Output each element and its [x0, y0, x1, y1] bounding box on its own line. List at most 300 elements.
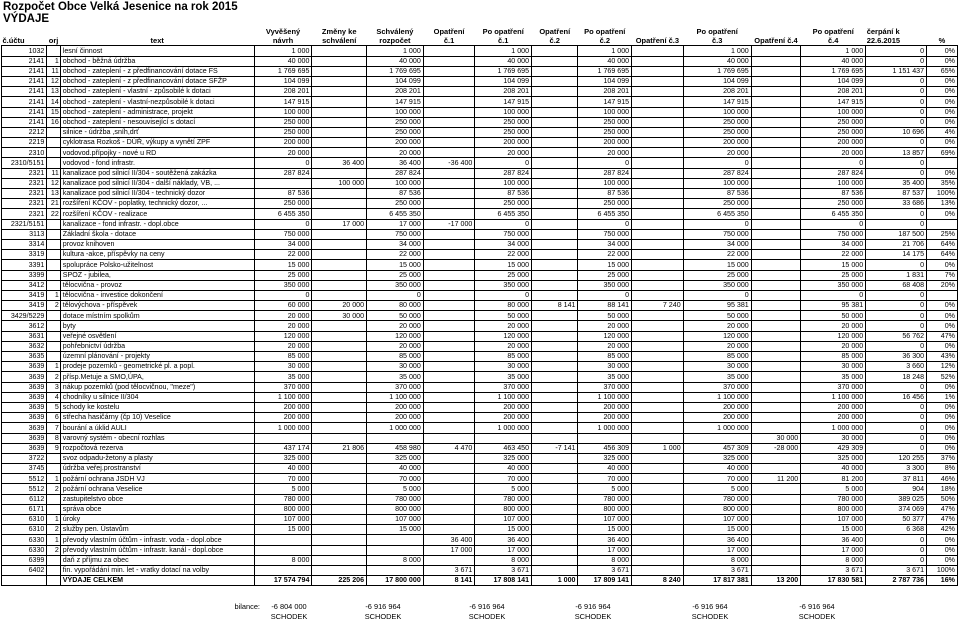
table-cell	[751, 148, 801, 158]
table-cell	[632, 250, 684, 260]
table-cell: 30 000	[801, 433, 866, 443]
table-cell	[312, 555, 367, 565]
table-cell	[423, 494, 475, 504]
table-cell: 20 000	[801, 148, 866, 158]
table-cell: 389 025	[866, 494, 927, 504]
table-cell	[632, 87, 684, 97]
table-cell	[312, 97, 367, 107]
table-row	[2, 565, 958, 575]
table-cell	[47, 494, 60, 504]
table-cell: 1 000 000	[801, 423, 866, 433]
table-cell	[532, 239, 578, 249]
table-cell	[632, 535, 684, 545]
table-cell	[751, 525, 801, 535]
table-cell: 147 915	[801, 97, 866, 107]
table-cell	[751, 209, 801, 219]
table-cell	[312, 331, 367, 341]
column-header: rozpočet	[367, 36, 424, 46]
table-cell: 147 915	[475, 97, 532, 107]
table-cell: 1 769 695	[578, 66, 632, 76]
table-cell	[312, 280, 367, 290]
table-cell: 120 000	[254, 331, 312, 341]
table-cell	[312, 392, 367, 402]
table-row	[2, 87, 958, 97]
table-cell: 1	[47, 535, 60, 545]
table-cell: 20 000	[683, 148, 751, 158]
table-cell: 20 000	[683, 321, 751, 331]
table-cell	[312, 56, 367, 66]
table-cell: 3412	[2, 280, 47, 290]
table-cell: 463 450	[475, 443, 532, 453]
column-header-top	[632, 27, 684, 36]
table-cell: požární ochrana Veselice	[60, 484, 254, 494]
table-row	[2, 229, 958, 239]
table-cell	[423, 433, 475, 443]
table-cell: 18%	[927, 484, 958, 494]
table-cell: 85 000	[683, 352, 751, 362]
table-cell: 33 686	[866, 199, 927, 209]
table-cell	[423, 117, 475, 127]
table-cell	[632, 260, 684, 270]
table-cell: 100 000	[801, 107, 866, 117]
table-cell: 0	[475, 219, 532, 229]
table-cell: 40 000	[254, 464, 312, 474]
table-cell: 100 000	[367, 107, 424, 117]
table-cell	[312, 545, 367, 555]
table-cell: 0	[866, 341, 927, 351]
table-cell: 85 000	[367, 352, 424, 362]
table-cell	[632, 107, 684, 117]
table-cell	[423, 239, 475, 249]
table-cell: 3 671	[578, 565, 632, 575]
column-header-top	[2, 27, 47, 36]
table-cell: 1 769 695	[367, 66, 424, 76]
table-cell	[312, 525, 367, 535]
table-cell	[47, 576, 60, 586]
table-cell: 0%	[927, 433, 958, 443]
table-cell: 250 000	[578, 199, 632, 209]
table-cell	[423, 250, 475, 260]
table-cell	[532, 413, 578, 423]
table-cell: -7 141	[532, 443, 578, 453]
table-cell	[751, 504, 801, 514]
table-cell: 2310	[2, 148, 47, 158]
table-cell: 370 000	[254, 382, 312, 392]
table-cell	[532, 423, 578, 433]
table-cell: územní plánování - projekty	[60, 352, 254, 362]
table-cell: 34 000	[683, 239, 751, 249]
table-cell	[254, 565, 312, 575]
table-cell	[423, 148, 475, 158]
table-cell: 350 000	[475, 280, 532, 290]
table-cell: 3314	[2, 239, 47, 249]
table-cell	[254, 545, 312, 555]
table-cell: 370 000	[578, 382, 632, 392]
table-cell: 68 408	[866, 280, 927, 290]
table-cell: 8 000	[578, 555, 632, 565]
table-cell: 750 000	[683, 229, 751, 239]
table-cell: 20 000	[254, 311, 312, 321]
balance-amount: -6 916 964	[692, 602, 728, 611]
table-cell: 1 000 000	[683, 423, 751, 433]
table-cell: 457 309	[683, 443, 751, 453]
table-cell	[632, 229, 684, 239]
table-cell	[632, 433, 684, 443]
table-cell	[927, 290, 958, 300]
table-cell	[532, 97, 578, 107]
column-header-top	[927, 27, 958, 36]
table-cell: 370 000	[801, 382, 866, 392]
table-cell: 20%	[927, 280, 958, 290]
table-cell	[532, 107, 578, 117]
table-cell	[532, 535, 578, 545]
table-cell: 1 000	[632, 443, 684, 453]
table-cell: 750 000	[578, 229, 632, 239]
table-cell: 60 000	[254, 301, 312, 311]
table-cell: 147 915	[683, 97, 751, 107]
table-row	[2, 443, 958, 453]
table-row	[2, 311, 958, 321]
table-cell	[312, 402, 367, 412]
table-cell: 250 000	[683, 127, 751, 137]
balance-value	[460, 602, 514, 622]
table-cell: 13 200	[751, 576, 801, 586]
table-row	[2, 250, 958, 260]
table-cell	[312, 413, 367, 423]
table-cell	[423, 453, 475, 463]
table-cell	[47, 148, 60, 158]
table-cell: 47%	[927, 515, 958, 525]
table-cell	[312, 168, 367, 178]
table-cell: 64%	[927, 250, 958, 260]
table-cell	[751, 280, 801, 290]
table-cell: 1 000	[475, 46, 532, 56]
table-cell: 20 000	[683, 341, 751, 351]
table-cell	[532, 158, 578, 168]
table-cell: 0	[866, 402, 927, 412]
table-cell: 0%	[927, 443, 958, 453]
table-cell: 3639	[2, 402, 47, 412]
table-cell: 25 000	[367, 270, 424, 280]
table-cell: 0	[866, 107, 927, 117]
table-cell: vodovod.přípojky - nové u RD	[60, 148, 254, 158]
balance-amount: -6 804 000	[271, 602, 307, 611]
table-cell	[47, 504, 60, 514]
table-cell	[751, 484, 801, 494]
table-cell: 104 099	[254, 76, 312, 86]
column-header: č.1	[475, 36, 532, 46]
table-cell	[312, 484, 367, 494]
table-cell: 87 536	[254, 189, 312, 199]
table-cell: 0	[683, 158, 751, 168]
table-cell	[367, 545, 424, 555]
table-cell: 0%	[927, 107, 958, 117]
balance-value	[566, 602, 620, 622]
table-cell: 37 811	[866, 474, 927, 484]
table-cell: 0	[578, 219, 632, 229]
table-cell	[632, 555, 684, 565]
table-cell: 8 000	[254, 555, 312, 565]
table-cell	[312, 260, 367, 270]
table-cell: 780 000	[578, 494, 632, 504]
table-cell	[312, 76, 367, 86]
table-cell: 12	[47, 178, 60, 188]
table-cell: 21	[47, 199, 60, 209]
table-row	[2, 362, 958, 372]
table-cell: 95 381	[801, 301, 866, 311]
table-cell: 250 000	[367, 117, 424, 127]
table-cell: 9	[47, 443, 60, 453]
table-cell: 120 000	[801, 331, 866, 341]
table-cell: 2141	[2, 76, 47, 86]
column-header: Opatření č.4	[751, 36, 801, 46]
table-cell: 81 200	[801, 474, 866, 484]
table-cell: 0	[801, 290, 866, 300]
table-cell: chodníky u silnice II/304	[60, 392, 254, 402]
table-cell	[47, 46, 60, 56]
table-row	[2, 76, 958, 86]
table-cell: svoz odpadu-žetony a plasty	[60, 453, 254, 463]
table-cell: 200 000	[801, 402, 866, 412]
table-cell: 13 857	[866, 148, 927, 158]
table-cell: lesní činnost	[60, 46, 254, 56]
table-cell: 17 000	[683, 545, 751, 555]
table-cell	[312, 270, 367, 280]
column-header: orj	[48, 36, 59, 46]
table-cell: 36 400	[801, 535, 866, 545]
table-cell	[632, 311, 684, 321]
table-cell	[532, 138, 578, 148]
table-cell: 0	[866, 545, 927, 555]
table-cell: 200 000	[254, 402, 312, 412]
table-cell: 25 000	[801, 270, 866, 280]
column-header: text	[60, 36, 254, 46]
table-cell: 2321	[2, 168, 47, 178]
table-cell: 1 000	[683, 46, 751, 56]
table-cell: 18 248	[866, 372, 927, 382]
table-cell: 325 000	[578, 453, 632, 463]
table-cell	[751, 392, 801, 402]
table-cell: 200 000	[367, 402, 424, 412]
table-cell: 7	[47, 423, 60, 433]
table-cell: 40 000	[475, 464, 532, 474]
table-cell: 325 000	[683, 453, 751, 463]
table-cell	[751, 117, 801, 127]
table-cell: 34 000	[367, 239, 424, 249]
table-cell: 17 830 581	[801, 576, 866, 586]
table-cell	[312, 464, 367, 474]
table-cell: 8 000	[475, 555, 532, 565]
table-cell	[47, 321, 60, 331]
balance-value	[262, 602, 316, 622]
table-cell: 1 000 000	[578, 423, 632, 433]
table-cell	[423, 341, 475, 351]
table-cell	[632, 158, 684, 168]
table-cell: 2141	[2, 97, 47, 107]
table-cell	[927, 219, 958, 229]
table-cell	[927, 158, 958, 168]
table-cell: 3639	[2, 392, 47, 402]
table-cell: 325 000	[475, 453, 532, 463]
table-cell	[751, 372, 801, 382]
table-cell: 458 980	[367, 443, 424, 453]
table-cell: 350 000	[683, 280, 751, 290]
table-cell: 35%	[927, 178, 958, 188]
table-cell	[683, 433, 751, 443]
table-cell: 22 000	[801, 250, 866, 260]
table-row	[2, 280, 958, 290]
table-cell: 8 000	[801, 555, 866, 565]
table-cell: 16 456	[866, 392, 927, 402]
table-cell: 800 000	[578, 504, 632, 514]
table-cell	[532, 66, 578, 76]
table-cell	[751, 127, 801, 137]
table-cell: údržba veřej.prostranství	[60, 464, 254, 474]
table-cell: 6 455 350	[475, 209, 532, 219]
table-cell: 350 000	[367, 280, 424, 290]
table-row	[2, 127, 958, 137]
table-cell: 6330	[2, 545, 47, 555]
table-cell: 30 000	[578, 362, 632, 372]
table-cell: 3	[47, 382, 60, 392]
table-cell	[632, 474, 684, 484]
table-cell	[423, 209, 475, 219]
table-cell	[423, 372, 475, 382]
table-cell: 250 000	[801, 199, 866, 209]
table-cell: 87 536	[367, 189, 424, 199]
table-cell: 3391	[2, 260, 47, 270]
table-cell	[423, 199, 475, 209]
table-cell	[312, 565, 367, 575]
column-header-top: Po opatření	[696, 27, 738, 37]
table-row	[2, 158, 958, 168]
table-cell: 47%	[927, 504, 958, 514]
table-cell: 1 000	[367, 46, 424, 56]
table-cell: 287 824	[475, 168, 532, 178]
table-cell	[632, 321, 684, 331]
table-cell	[423, 229, 475, 239]
column-header: návrh	[254, 36, 312, 46]
table-cell: 287 824	[683, 168, 751, 178]
table-cell: 6 455 350	[254, 209, 312, 219]
table-cell: 13%	[927, 199, 958, 209]
table-cell: 437 174	[254, 443, 312, 453]
column-header: č.účtu	[2, 36, 47, 46]
table-cell: 17 000	[367, 219, 424, 229]
table-cell: 15	[47, 107, 60, 117]
table-cell: 250 000	[254, 117, 312, 127]
column-header-top	[60, 27, 254, 36]
table-cell	[751, 189, 801, 199]
table-cell: 36 400	[423, 535, 475, 545]
table-cell: 30 000	[367, 362, 424, 372]
table-row	[2, 555, 958, 565]
table-cell: varovný systém - obecní rozhlas	[60, 433, 254, 443]
table-cell: 0	[866, 321, 927, 331]
table-cell: 1 000	[254, 46, 312, 56]
table-cell	[751, 453, 801, 463]
table-cell: 200 000	[683, 402, 751, 412]
table-cell	[47, 270, 60, 280]
table-cell: 780 000	[683, 494, 751, 504]
table-cell: 0%	[927, 76, 958, 86]
table-cell	[751, 535, 801, 545]
table-cell: 200 000	[683, 138, 751, 148]
table-cell	[632, 280, 684, 290]
balance-status: SCHODEK	[574, 612, 612, 621]
table-cell: 17 000	[423, 545, 475, 555]
table-cell: 3631	[2, 331, 47, 341]
table-cell: 1 769 695	[801, 66, 866, 76]
table-cell	[532, 464, 578, 474]
table-cell	[475, 433, 532, 443]
table-row	[2, 352, 958, 362]
table-cell	[423, 280, 475, 290]
table-row	[2, 168, 958, 178]
table-cell: 2	[47, 484, 60, 494]
table-cell: 7%	[927, 270, 958, 280]
table-cell: 0%	[927, 117, 958, 127]
table-cell: 0	[866, 76, 927, 86]
table-row	[2, 46, 958, 56]
table-cell	[312, 148, 367, 158]
table-cell: 3632	[2, 341, 47, 351]
table-cell: 50 377	[866, 515, 927, 525]
table-cell: 65%	[927, 66, 958, 76]
table-cell: 37%	[927, 453, 958, 463]
table-cell: obchod - zateplení - nesouvisející s dotací	[60, 117, 254, 127]
table-cell	[423, 402, 475, 412]
table-cell: kanalizace pod silnicí II/304 - další náklady, VB, ...	[60, 178, 254, 188]
table-cell: 43%	[927, 352, 958, 362]
table-cell	[312, 321, 367, 331]
table-cell	[632, 402, 684, 412]
table-cell: obchod - zateplení - administrace, projekt	[60, 107, 254, 117]
table-row	[2, 97, 958, 107]
table-row	[2, 402, 958, 412]
table-cell	[312, 127, 367, 137]
table-row	[2, 148, 958, 158]
table-cell: 200 000	[683, 413, 751, 423]
table-cell: 85 000	[475, 352, 532, 362]
table-cell: 350 000	[801, 280, 866, 290]
table-cell: 6 455 350	[801, 209, 866, 219]
table-cell	[532, 270, 578, 280]
table-cell: 800 000	[475, 504, 532, 514]
table-cell	[751, 545, 801, 555]
table-row	[2, 341, 958, 351]
table-cell: 2	[47, 545, 60, 555]
table-cell	[423, 321, 475, 331]
table-cell	[423, 301, 475, 311]
table-cell	[532, 250, 578, 260]
table-cell: 20 000	[254, 148, 312, 158]
table-cell: 0%	[927, 46, 958, 56]
table-cell: 21 806	[312, 443, 367, 453]
table-cell: 40 000	[801, 464, 866, 474]
table-cell: 0	[475, 158, 532, 168]
table-cell	[532, 331, 578, 341]
table-cell: 250 000	[801, 117, 866, 127]
table-cell: 0	[475, 290, 532, 300]
table-cell: 200 000	[578, 402, 632, 412]
table-cell: 200 000	[475, 413, 532, 423]
table-cell: 0%	[927, 301, 958, 311]
table-cell	[312, 250, 367, 260]
table-cell: 0%	[927, 535, 958, 545]
table-cell: 107 000	[254, 515, 312, 525]
bilance-label: bilance:	[234, 602, 260, 611]
